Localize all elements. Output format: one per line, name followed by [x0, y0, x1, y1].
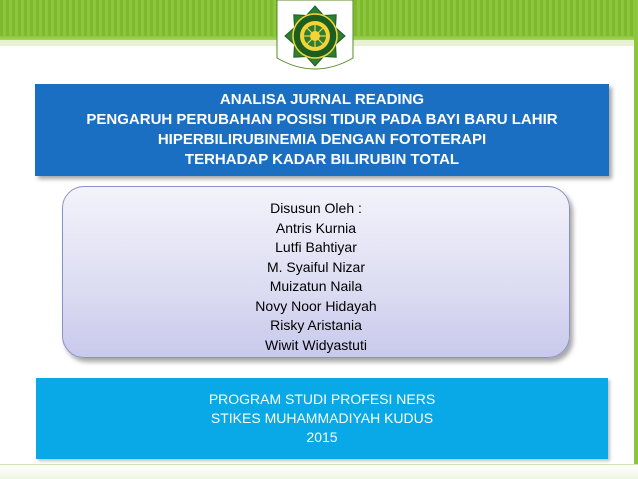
authors-panel: [62, 186, 570, 358]
program-line: STIKES MUHAMMADIYAH KUDUS: [210, 410, 434, 426]
author-name: Lutfi Bahtiyar: [275, 239, 357, 255]
title-line: PENGARUH PERUBAHAN POSISI TIDUR PADA BAYI BARU LAHIR: [86, 111, 558, 128]
author-name: Muizatun Naila: [269, 278, 363, 294]
institution-emblem-icon: [275, 0, 355, 74]
title-line: HIPERBILIRUBINEMIA DENGAN FOTOTERAPI: [157, 131, 487, 148]
program-banner: [36, 378, 608, 459]
program-year: 2015: [306, 429, 338, 445]
title-banner: [35, 84, 609, 176]
footer-band: [0, 465, 638, 479]
author-name: Wiwit Widyastuti: [265, 336, 367, 353]
author-name: Risky Aristania: [270, 317, 362, 333]
right-border-stripe: [634, 0, 638, 479]
title-line: ANALISA JURNAL READING: [219, 91, 425, 108]
title-line: TERHADAP KADAR BILIRUBIN TOTAL: [184, 151, 460, 168]
program-line: PROGRAM STUDI PROFESI NERS: [208, 391, 436, 407]
authors-heading: Disusun Oleh :: [270, 200, 362, 216]
author-name: Antris Kurnia: [275, 219, 357, 236]
emblem-graphic: [275, 0, 355, 74]
author-name: M. Syaiful Nizar: [266, 258, 366, 275]
author-name: Novy Noor Hidayah: [255, 297, 377, 314]
